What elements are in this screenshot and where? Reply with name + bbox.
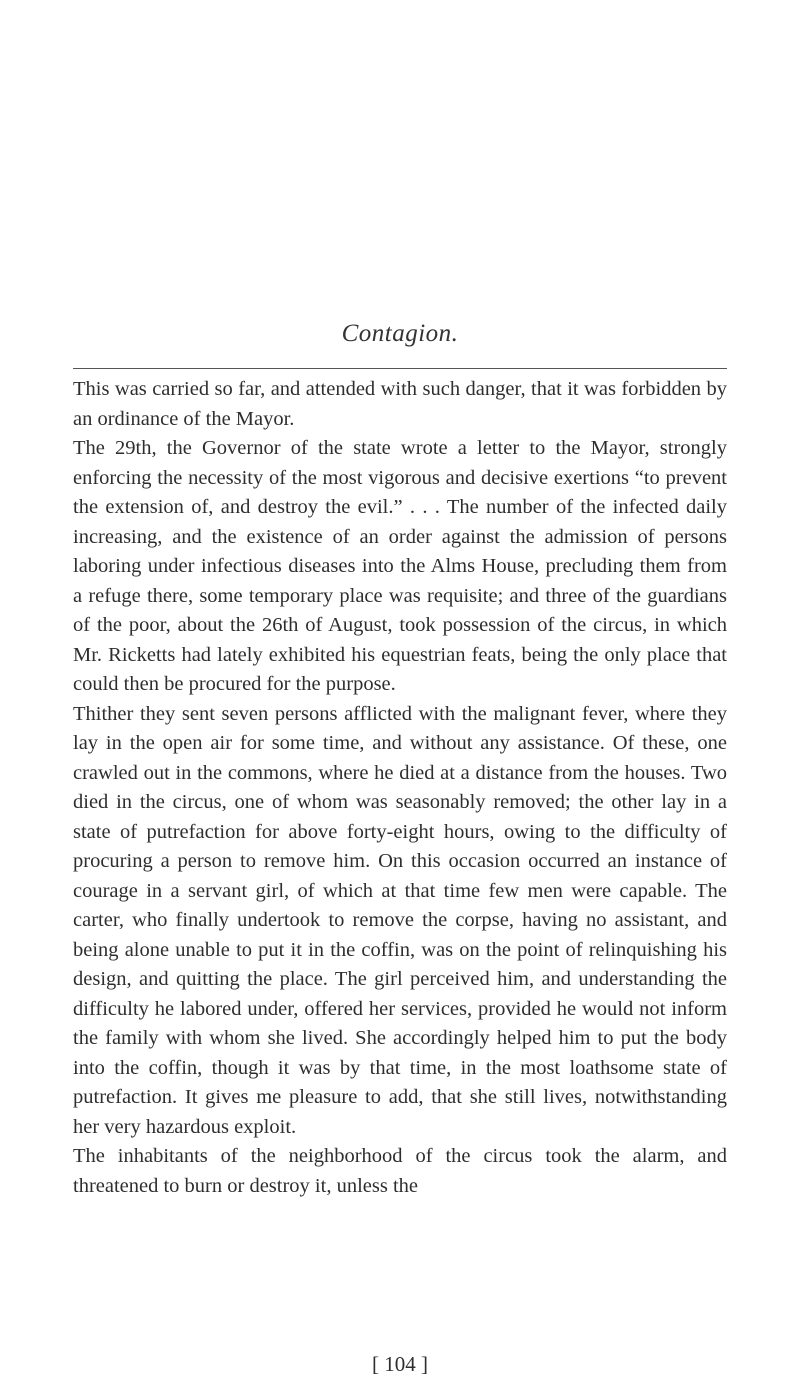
paragraph: The inhabitants of the neighborhood of the circus took the alarm, and threatened to burn or destroy it, unless the — [73, 1145, 727, 1197]
body-text — [73, 375, 727, 1201]
page-number: [ 104 ] — [372, 1352, 428, 1376]
paragraph: The 29th, the Governor of the state wrote a letter to the Mayor, strongly enforcing the necessity of the most vigorous and decisive exertions “to prevent the extension of, and destroy the evil.” . . . The number of the infected daily increasing, and the existence of an order against the admission of persons laboring under infectious diseases into the Alms House, precluding them from a refuge there, some temporary place was requisite; and three of the guardians of the poor, about the 26th of August, took possession of the circus, in which Mr. Ricketts had lately exhibited his equestrian feats, being the only place that could then be procured for the purpose. — [73, 437, 727, 695]
paragraph: This was carried so far, and attended with such danger, that it was forbidden by an ordinance of the Mayor. — [73, 378, 727, 430]
running-head: Contagion. — [341, 320, 459, 347]
header-rule — [73, 368, 727, 369]
paragraph: Thither they sent seven persons afflicted with the malignant fever, where they lay in the open air for some time, and without any assistance. Of these, one crawled out in the commons, where he died at a distance from the houses. Two died in the circus, one of whom was seasonably removed; the other lay in a state of putrefaction for above forty-eight hours, owing to the difficulty of procuring a person to remove him. On this occasion occurred an instance of courage in a servant girl, of which at that time few men were capable. The carter, who finally undertook to remove the corpse, having no assistant, and being alone unable to put it in the coffin, was on the point of relinquishing his design, and quitting the place. The girl perceived him, and understanding the difficulty he labored under, offered her services, provided he would not inform the family with whom she lived. She accordingly helped him to put the body into the coffin, though it was by that time, in the most loathsome state of putrefaction. It gives me pleasure to add, that she still lives, notwithstanding her very hazardous exploit. — [73, 702, 727, 1138]
